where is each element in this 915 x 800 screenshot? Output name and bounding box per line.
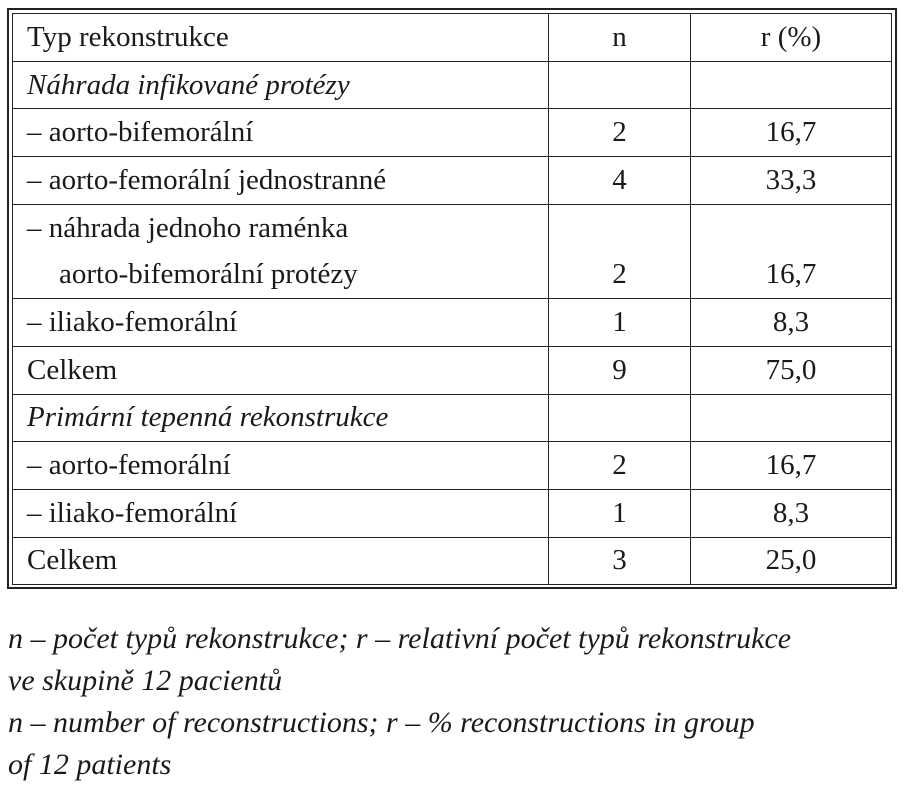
- cell-n: 4: [549, 157, 691, 205]
- table-row-continuation: [13, 251, 892, 298]
- section-heading: Náhrada infikované protézy: [13, 61, 549, 109]
- table-row-section-infected: [13, 61, 892, 109]
- cell-label: Celkem: [13, 537, 549, 585]
- cell-label: – iliako-femorální: [13, 489, 549, 537]
- cell-r: [691, 394, 892, 442]
- cell-n: 1: [549, 489, 691, 537]
- cell-label: – aorto-femorální: [13, 442, 549, 490]
- cell-label: – aorto-femorální jednostranné: [13, 157, 549, 205]
- cell-label: – náhrada jednoho raménka: [13, 204, 549, 251]
- header-r: r (%): [691, 14, 892, 62]
- cell-r: 33,3: [691, 157, 892, 205]
- table-footnote: [8, 618, 908, 786]
- cell-n: [549, 394, 691, 442]
- cell-n: 9: [549, 346, 691, 394]
- footnote-czech-line-1: n – počet typů rekonstrukce; r – relativní počet typů rekonstrukce: [8, 622, 792, 655]
- cell-n: [549, 204, 691, 251]
- cell-r: 75,0: [691, 346, 892, 394]
- table-row-total: [13, 537, 892, 585]
- table-row: [13, 109, 892, 157]
- header-type: Typ rekonstrukce: [13, 14, 549, 62]
- table-header-row: [13, 14, 892, 62]
- header-n: n: [549, 14, 691, 62]
- cell-n: [549, 61, 691, 109]
- cell-label: – aorto-bifemorální: [13, 109, 549, 157]
- table-row: [13, 489, 892, 537]
- table-row-total: [13, 346, 892, 394]
- cell-r: [691, 61, 892, 109]
- reconstruction-table-frame: [7, 8, 897, 589]
- cell-r: [691, 204, 892, 251]
- cell-n: 1: [549, 299, 691, 347]
- cell-r: 16,7: [691, 251, 892, 298]
- footnote-english-line-1: n – number of reconstructions; r – % reconstructions in group: [8, 706, 755, 739]
- cell-r: 8,3: [691, 489, 892, 537]
- table-row: [13, 204, 892, 251]
- cell-n: 2: [549, 109, 691, 157]
- cell-n: 3: [549, 537, 691, 585]
- cell-label: Celkem: [13, 346, 549, 394]
- footnote-english-line-2: of 12 patients: [8, 748, 172, 781]
- table-row-section-primary: [13, 394, 892, 442]
- section-heading: Primární tepenná rekonstrukce: [13, 394, 549, 442]
- reconstruction-table: [12, 13, 892, 585]
- cell-label: aorto-bifemorální protézy: [13, 251, 549, 298]
- cell-r: 25,0: [691, 537, 892, 585]
- table-row: [13, 157, 892, 205]
- cell-n: 2: [549, 251, 691, 298]
- footnote-czech-line-2: ve skupině 12 pacientů: [8, 664, 283, 697]
- cell-r: 16,7: [691, 109, 892, 157]
- cell-r: 8,3: [691, 299, 892, 347]
- table-row: [13, 299, 892, 347]
- cell-n: 2: [549, 442, 691, 490]
- cell-label: – iliako-femorální: [13, 299, 549, 347]
- cell-r: 16,7: [691, 442, 892, 490]
- table-row: [13, 442, 892, 490]
